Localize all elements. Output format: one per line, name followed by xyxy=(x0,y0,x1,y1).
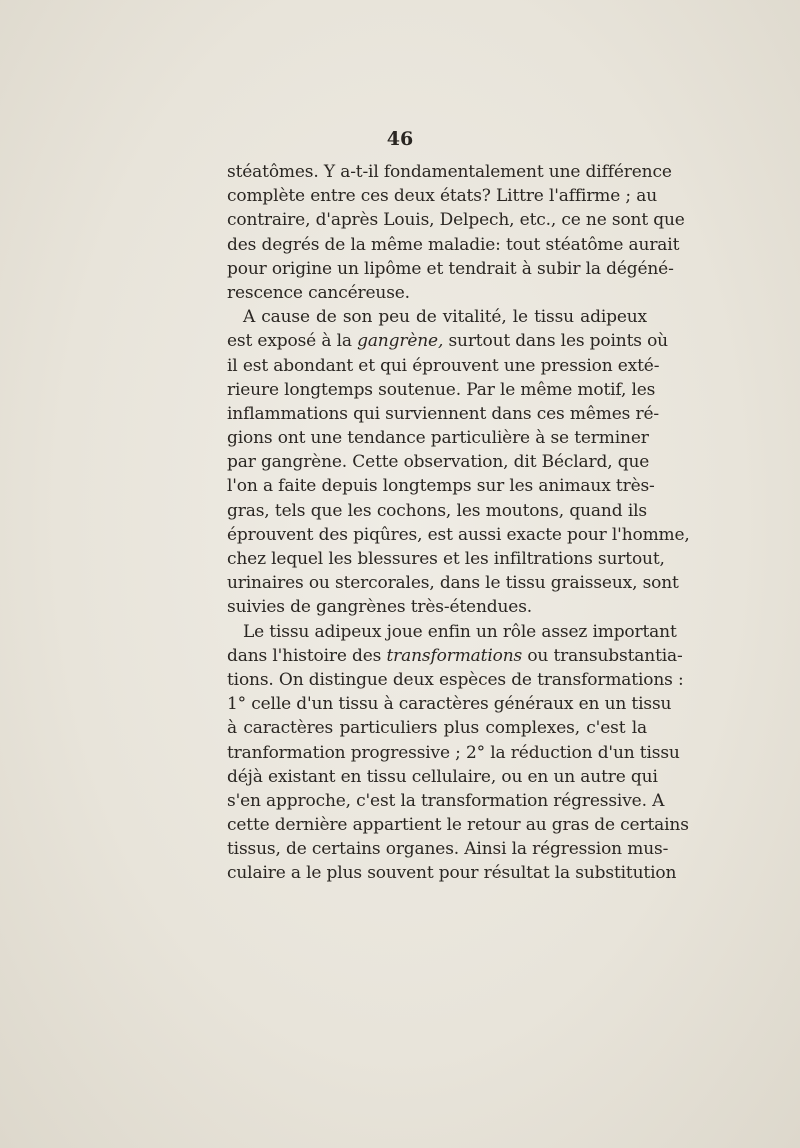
text-line xyxy=(227,305,647,329)
text-run: ou transubstantia- xyxy=(522,645,683,666)
text-run: tissus, de certains organes. Ainsi la régression mus- xyxy=(227,839,669,860)
text-run: par gangrène. Cette observation, dit Béclard, que xyxy=(227,452,650,473)
italic-term: gangrène, xyxy=(357,331,444,352)
text-line xyxy=(227,474,655,498)
text-line xyxy=(227,233,680,257)
text-run: 1° celle d'un tissu à caractères généraux en un tissu xyxy=(227,694,672,715)
text-run: chez lequel les blessures et les infiltrations surtout, xyxy=(227,549,665,569)
text-run: gions ont une tendance particulière à se terminer xyxy=(227,428,649,449)
text-run: contraire, d'après Louis, Delpech, etc., ce ne sont que xyxy=(227,210,685,231)
text-line xyxy=(227,644,683,668)
italic-term: transformations xyxy=(386,645,523,666)
text-line xyxy=(227,426,647,450)
text-line xyxy=(227,523,690,547)
text-run: gras, tels que les cochons, les moutons, quand ils xyxy=(227,500,647,521)
text-run: est exposé à la xyxy=(227,331,358,352)
text-run: complète entre ces deux états? Littre l'affirme ; au xyxy=(227,186,658,207)
text-run: éprouvent des piqûres, est aussi exacte pour l'homme, xyxy=(227,524,690,545)
text-run: Le tissu adipeux joue enfin un rôle assez important xyxy=(243,621,677,642)
text-line xyxy=(227,208,685,232)
text-line xyxy=(227,499,647,523)
text-run: il est abondant et qui éprouvent une pression exté- xyxy=(227,355,660,376)
text-run: A cause de son peu de vitalité, le tissu adipeux xyxy=(243,307,647,328)
text-line xyxy=(227,184,658,208)
paragraph xyxy=(227,620,689,886)
text-line xyxy=(227,160,672,184)
text-line xyxy=(227,257,674,281)
page-number: 46 xyxy=(386,128,414,150)
text-run: à caractères particuliers plus complexes, c'est la xyxy=(227,718,647,739)
text-run: tions. On distingue deux espèces de transformations : xyxy=(227,669,684,690)
text-line xyxy=(227,765,658,789)
text-run: dans l'histoire des xyxy=(227,645,387,666)
body-text xyxy=(227,160,690,886)
text-line xyxy=(227,281,647,305)
text-line xyxy=(227,861,677,885)
text-line xyxy=(227,837,669,861)
text-run: des degrés de la même maladie: tout stéatôme aurait xyxy=(227,234,680,255)
text-run: s'en approche, c'est la transformation régressive. A xyxy=(227,790,665,811)
text-run: l'on a faite depuis longtemps sur les animaux très- xyxy=(227,476,655,497)
text-run: tranformation progressive ; 2° la réduction d'un tissu xyxy=(227,742,680,763)
text-line xyxy=(227,692,672,716)
text-run: suivies de gangrènes très-étendues. xyxy=(227,597,533,618)
text-run: cette dernière appartient le retour au gras de certains xyxy=(227,815,689,836)
text-run: inflammations qui surviennent dans ces mêmes ré- xyxy=(227,403,659,424)
text-run: pour origine un lipôme et tendrait à subir la dégéné- xyxy=(227,258,674,279)
text-run: culaire a le plus souvent pour résultat la substitution xyxy=(227,863,677,884)
text-line xyxy=(227,716,647,740)
text-run: rescence cancéreuse. xyxy=(227,282,410,303)
text-line xyxy=(227,402,659,426)
text-line xyxy=(227,329,668,353)
text-line xyxy=(227,668,684,692)
text-line xyxy=(227,354,660,378)
text-run: stéatômes. Y a-t-il fondamentalement une différence xyxy=(227,162,672,182)
text-run: surtout dans les points où xyxy=(443,331,668,352)
text-line xyxy=(227,741,680,765)
text-line xyxy=(227,595,647,619)
text-line xyxy=(227,378,656,402)
text-line xyxy=(227,450,650,474)
text-line xyxy=(227,813,689,837)
paragraph xyxy=(227,305,690,619)
text-run: déjà existant en tissu cellulaire, ou en un autre qui xyxy=(227,766,658,787)
text-line xyxy=(227,547,665,571)
text-line xyxy=(227,620,677,644)
text-run: rieure longtemps soutenue. Par le même motif, les xyxy=(227,379,656,400)
text-line xyxy=(227,571,679,595)
text-run: urinaires ou stercorales, dans le tissu graisseux, sont xyxy=(227,573,679,594)
paragraph xyxy=(227,160,685,305)
text-line xyxy=(227,789,665,813)
